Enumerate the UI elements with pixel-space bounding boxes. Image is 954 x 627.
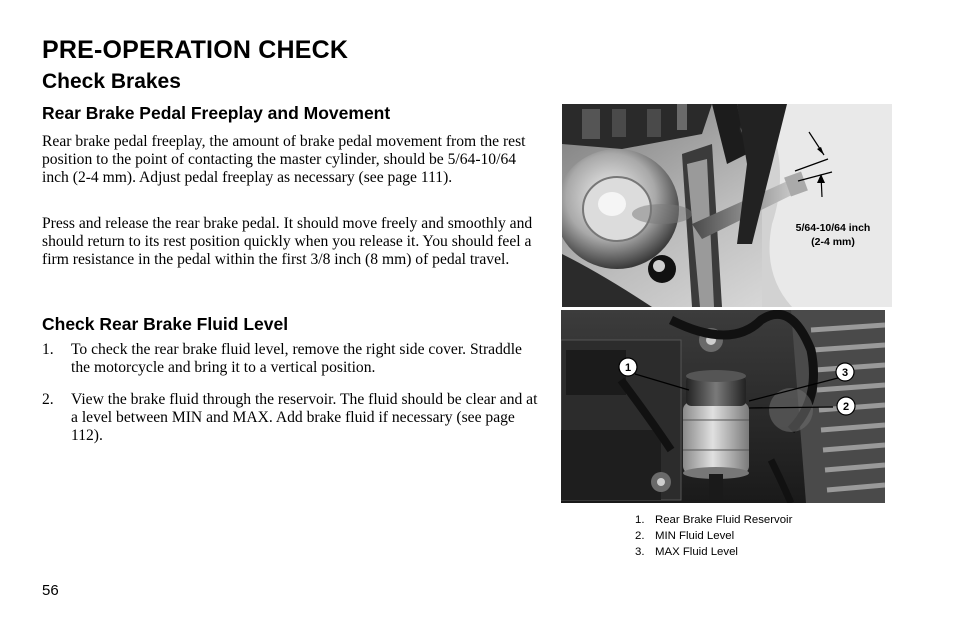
subsection-title: Check Brakes <box>42 70 181 93</box>
pedal-paragraph-1: Rear brake pedal freeplay, the amount of brake pedal movement from the rest position to the point of contacting the master cylinder, should be 5/64-10/64 inch (2-4 mm). Adjust pedal freeplay as necessary (see page 111). <box>42 133 526 187</box>
section-title: PRE-OPERATION CHECK <box>42 36 349 64</box>
step-number: 2. <box>42 391 54 408</box>
caption-number: 1. <box>635 514 645 526</box>
fluid-reservoir-photo <box>561 310 885 503</box>
callout-3: 3 <box>841 367 849 379</box>
pedal-paragraph-2: Press and release the rear brake pedal. It should move freely and smoothly and should return to its rest position quickly when you release it. You should feel a firm resistance in the pedal within the first 3/8 inch (8 mm) of pedal travel. <box>42 215 533 269</box>
freeplay-label-line2: (2-4 mm) <box>811 236 855 248</box>
caption-3 <box>635 544 738 560</box>
caption-number: 3. <box>635 546 645 558</box>
callout-2: 2 <box>842 401 850 413</box>
page-number: 56 <box>42 582 59 599</box>
fluid-heading: Check Rear Brake Fluid Level <box>42 314 289 334</box>
caption-number: 2. <box>635 530 645 542</box>
caption-text: Rear Brake Fluid Reservoir <box>655 514 793 526</box>
step-text: To check the rear brake fluid level, remove the right side cover. Straddle the motorcycle and bring it to a vertical position. <box>71 341 522 377</box>
freeplay-label-line1: 5/64-10/64 inch <box>795 222 871 234</box>
caption-text: MIN Fluid Level <box>655 530 735 542</box>
step-text: View the brake fluid through the reservoir. The fluid should be clear and at a level between MIN and MAX. Add brake fluid if necessary (see page 112). <box>71 391 538 445</box>
step-number: 1. <box>42 341 54 358</box>
pedal-heading: Rear Brake Pedal Freeplay and Movement <box>42 103 391 123</box>
brake-pedal-photo <box>562 104 892 307</box>
caption-1 <box>635 512 792 528</box>
caption-2 <box>635 528 734 544</box>
callout-1: 1 <box>624 362 632 374</box>
caption-text: MAX Fluid Level <box>655 546 738 558</box>
